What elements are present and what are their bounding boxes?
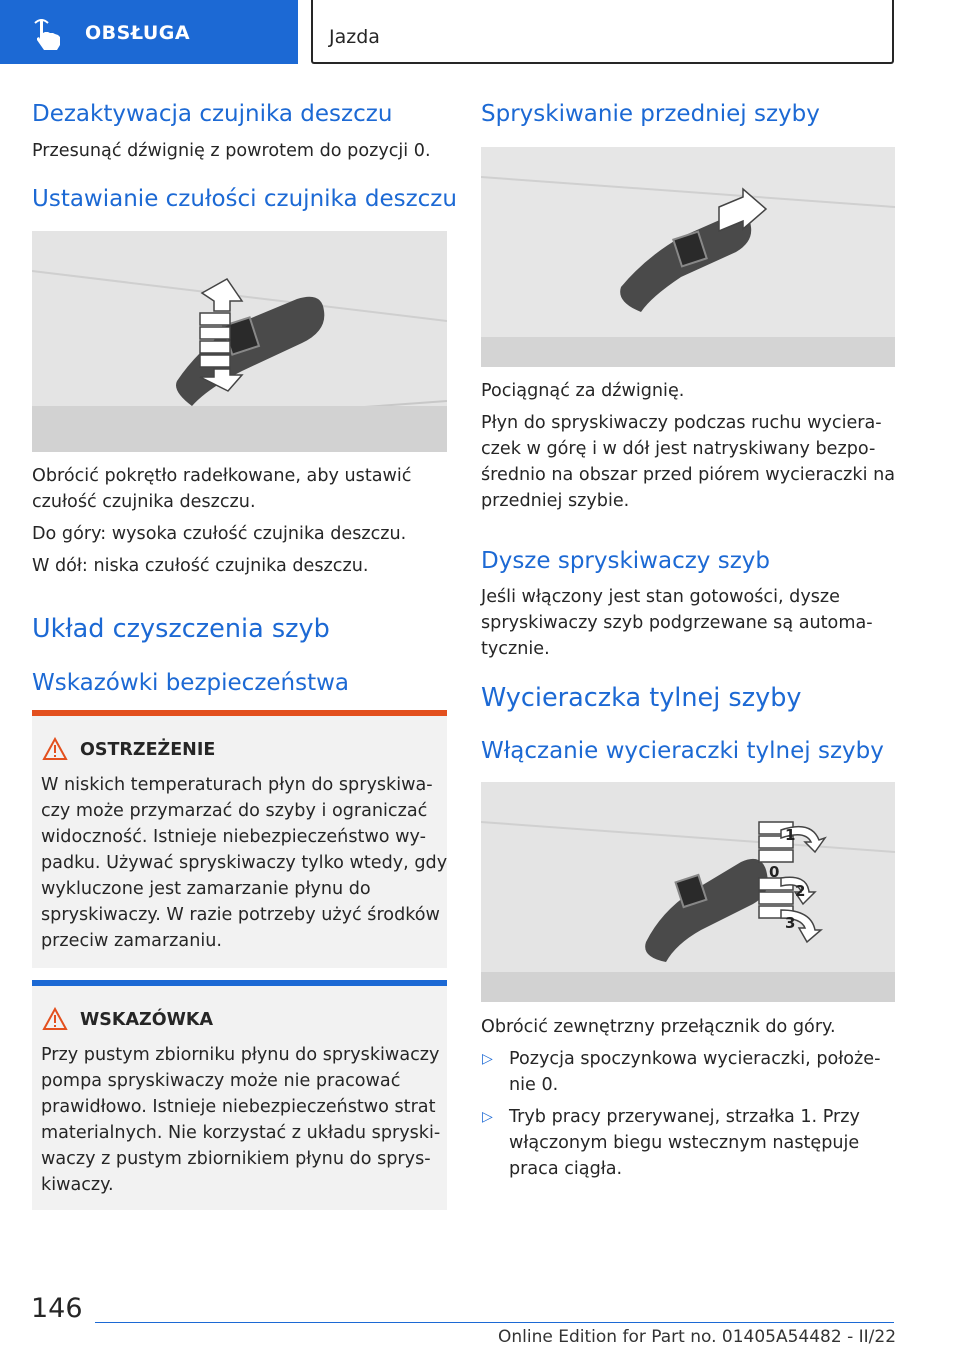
heading-nozzles: Dysze spryskiwaczy szyb (481, 548, 770, 574)
heading-safety-notes: Wskazówki bezpieczeństwa (32, 670, 350, 696)
image-sensitivity-lever (32, 231, 447, 452)
notice-box (32, 980, 447, 1210)
notice-title: WSKAZÓWKA (80, 1010, 213, 1030)
text-rear-1: Obrócić zewnętrzny przełącznik do góry. (481, 1017, 836, 1037)
pointing-hand-icon (32, 19, 66, 53)
text-nozzles: Jeśli włączony jest stan gotowości, dysze spryskiwaczy szyb podgrzewane są automa- tycznie. (481, 587, 873, 659)
position-label-2: 2 (795, 882, 806, 900)
heading-washer-system: Układ czyszczenia szyb (32, 614, 330, 644)
warning-bar (32, 710, 447, 716)
heading-deactivate-rain-sensor: Dezaktywacja czujnika deszczu (32, 101, 393, 127)
chapter-header (311, 0, 894, 64)
heading-rear-wiper-on: Włączanie wycieraczki tylnej szyby (481, 738, 884, 764)
footer-divider (95, 1322, 894, 1323)
text-front-1: Pociągnąć za dźwignię. (481, 381, 685, 401)
page-number: 146 (31, 1293, 83, 1324)
image-front-washer-lever (481, 147, 895, 367)
bullet-arrow-icon: ▷ (482, 1051, 493, 1067)
heading-sensitivity: Ustawianie czułości czujnika deszczu (32, 186, 457, 212)
text-deactivate: Przesunąć dźwignię z powrotem do pozycji 0. (32, 141, 431, 161)
position-label-0: 0 (769, 863, 780, 881)
warning-box (32, 710, 447, 968)
list-item: Tryb pracy przerywanej, strzałka 1. Przy włączonym biegu wstecznym następuje praca ciągła. (509, 1107, 860, 1179)
warning-text: W niskich temperaturach płyn do spryskiwa- czy może przymarzać do szyby i ograniczać widoczność. Istnieje niebezpieczeństwo wy- padku. Używać spryskiwaczy tylko wtedy, gdy wykluczone jest zamarzanie płynu do spryskiwaczy. W razie potrzeby użyć środków przeciw zamarzaniu. (41, 775, 448, 951)
warning-title: OSTRZEŻENIE (80, 740, 216, 760)
image-rear-wiper-lever (481, 782, 895, 1002)
lever-illustration (32, 231, 447, 452)
text-sensitivity-1: Obrócić pokrętło radełkowane, aby ustawić czułość czujnika deszczu. (32, 466, 412, 512)
text-sensitivity-2: Do góry: wysoka czułość czujnika deszczu. (32, 524, 407, 544)
chapter-label: Jazda (329, 26, 380, 48)
bullet-arrow-icon: ▷ (482, 1109, 493, 1125)
section-tab (0, 0, 298, 64)
section-label: OBSŁUGA (85, 22, 191, 44)
warning-triangle-icon (42, 1007, 68, 1031)
footer-edition: Online Edition for Part no. 01405A54482 - II/22 (498, 1327, 897, 1347)
warning-triangle-icon (42, 737, 68, 761)
text-front-2: Płyn do spryskiwaczy podczas ruchu wyciera- czek w górę i w dół jest natryskiwany bezpo- średnio na obszar przed piórem wycieraczki na przedniej szybie. (481, 413, 896, 511)
notice-text: Przy pustym zbiorniku płynu do spryskiwaczy pompa spryskiwaczy może nie pracować prawidłowo. Istnieje niebezpieczeństwo strat materialnych. Nie korzystać z układu spryski- waczy z pustym zbiornikiem płynu do sprys- kiwaczy. (41, 1045, 441, 1195)
lever-illustration (481, 782, 895, 1002)
text-sensitivity-3: W dół: niska czułość czujnika deszczu. (32, 556, 369, 576)
position-label-1: 1 (785, 826, 796, 844)
heading-front-washer: Spryskiwanie przedniej szyby (481, 101, 820, 127)
lever-illustration (481, 147, 895, 367)
position-label-3: 3 (785, 914, 796, 932)
notice-bar (32, 980, 447, 986)
list-item: Pozycja spoczynkowa wycieraczki, położe- nie 0. (509, 1049, 881, 1095)
heading-rear-wiper: Wycieraczka tylnej szyby (481, 683, 802, 713)
